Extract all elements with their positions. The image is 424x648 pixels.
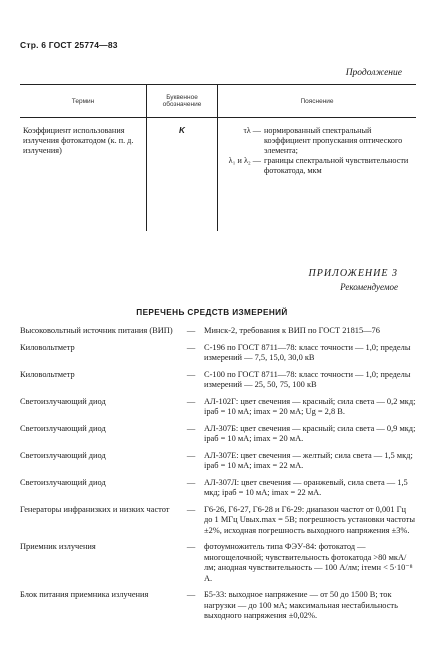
instrument-list: [20, 326, 416, 628]
continuation-label: Продолжение: [345, 68, 402, 78]
list-title: ПЕРЕЧЕНЬ СРЕДСТВ ИЗМЕРЕНИЙ: [136, 308, 288, 317]
page-header: Стр. 6 ГОСТ 25774—83: [20, 40, 118, 50]
column-header-term: Термин: [20, 85, 147, 118]
list-item: Киловольтметр — С-100 по ГОСТ 8711—78: класс точности — 1,0; пределы измерений — 25, 50, 75, 100 кВ: [20, 369, 411, 389]
appendix-title: ПРИЛОЖЕНИЕ 3: [308, 268, 398, 279]
list-item: Светоизлучающий диод — АЛ-307Е: цвет свечения — желтый; сила света — 1,5 мкд; iраб = 10 мА; imax = 22 мА.: [20, 450, 413, 470]
list-item: Светоизлучающий диод — АЛ-307Л: цвет свечения — оранжевый, сила света — 1,5 мкд; iраб = 10 мА; imax = 22 мА.: [20, 477, 408, 497]
symbol-cell: K: [147, 118, 218, 232]
appendix-subtitle: Рекомендуемое: [340, 282, 398, 292]
list-item: Киловольтметр — С-196 по ГОСТ 8711—78: класс точности — 1,0; пределы измерений — 7,5, 15,0, 30,0 кВ: [20, 342, 411, 362]
list-item: Блок питания приемника излучения — Б5-33: выходное напряжение — от 50 до 1500 В; ток нагрузки — до 100 мА; максимальная нестабильность выходного напряжения ±0,02%.: [20, 590, 398, 620]
terms-table: [20, 84, 416, 231]
table-row: [20, 118, 416, 232]
term-cell: Коэффициент использования излучения фотокатодом (к. п. д. излучения): [23, 126, 134, 155]
explanation-cell: [218, 118, 417, 232]
explanation-line: τλ — нормированный спектральный коэффициент пропускания оптического элемента;: [243, 126, 403, 155]
explanation-line: λ₁ и λ₂ — границы спектральной чувствительности фотокатода, мкм: [228, 156, 409, 175]
list-item: Светоизлучающий диод — АЛ-102Г: цвет свечения — красный; сила света — 0,2 мкд; iраб = 10 мА; imax = 20 мА; Ug = 2,8 В.: [20, 396, 416, 416]
list-item: Высоковольтный источник питания (ВИП) — Минск-2, требования к ВИП по ГОСТ 21815—76: [20, 326, 380, 335]
list-item: Светоизлучающий диод — АЛ-307Б: цвет свечения — красный; сила света — 0,9 мкд; iраб = 10 мА; imax = 20 мА.: [20, 423, 416, 443]
column-header-explanation: Пояснение: [218, 85, 417, 118]
column-header-symbol: Буквенное обозначение: [147, 85, 218, 118]
list-item: Приемник излучения — фотоумножитель типа ФЭУ-84: фотокатод — многощелочной; чувствительность фотокатода >80 мкА/лм; анодная чувствительность — 100 А/лм; iтемн < 5·10⁻⁸ А.: [20, 542, 413, 583]
list-item: Генераторы инфранизких и низких частот — Г6-26, Г6-27, Г6-28 и Г6-29: диапазон частот от 0,001 Гц до 1 МГц Uвых.max = 5В; погрешность установки частоты ±2%, исходная погрешность выходного напряжения ±3%.: [20, 504, 415, 535]
